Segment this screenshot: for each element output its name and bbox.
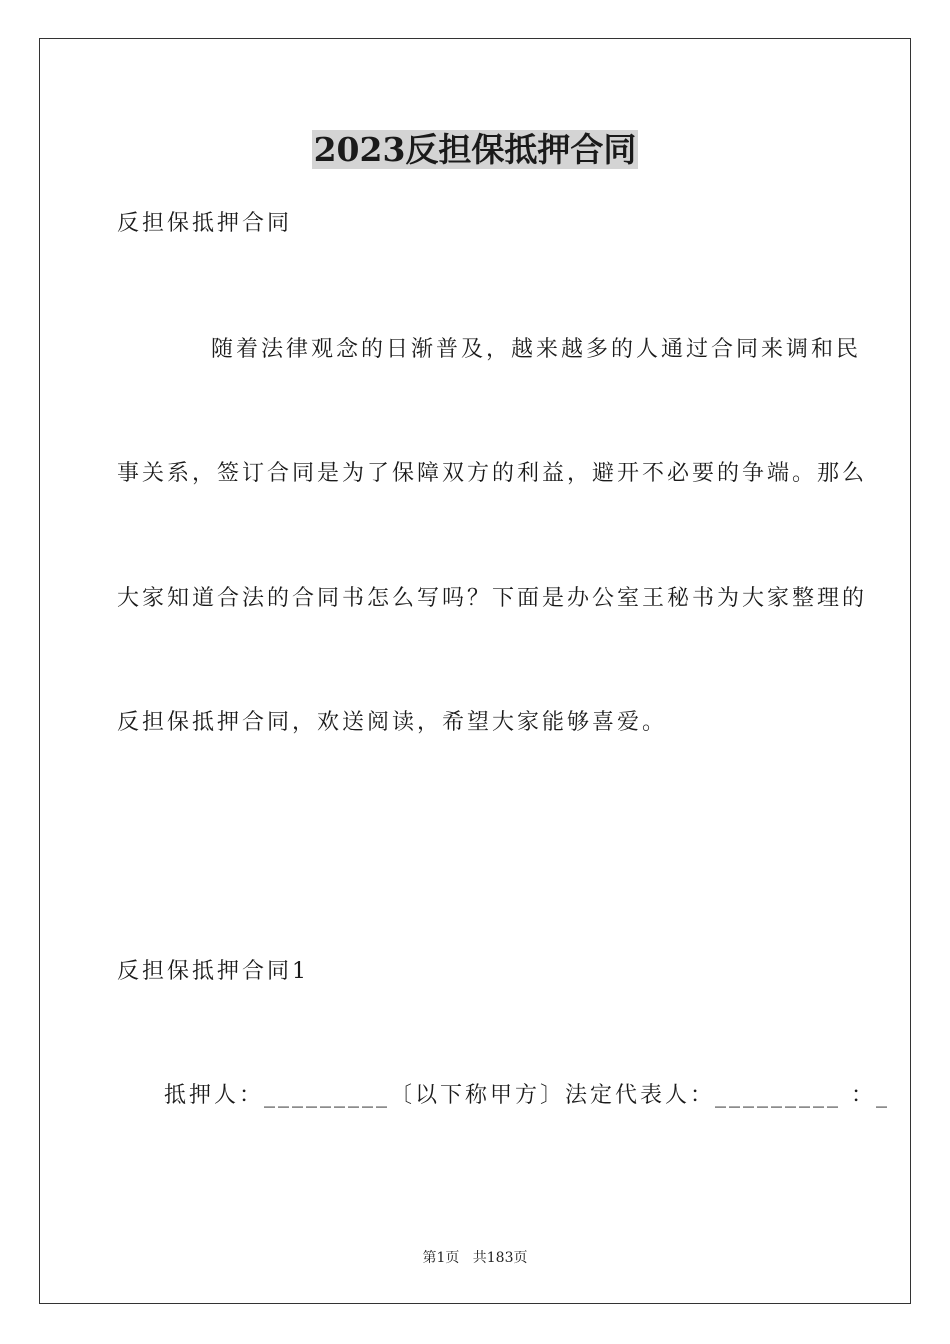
paragraph-line-3: 大家知道合法的合同书怎么写吗？下面是办公室王秘书为大家整理的 — [117, 586, 868, 611]
section-title: 反担保抵押合同1 — [117, 959, 309, 984]
document-title — [0, 128, 950, 172]
paragraph-line-2: 事关系，签订合同是为了保障双方的利益，避开不必要的争端。那么 — [117, 461, 868, 486]
form-line-mortgagor: 抵押人：_________〔以下称甲方〕法定代表人：_________ ：_ — [164, 1083, 890, 1108]
paragraph-line-4: 反担保抵押合同，欢送阅读，希望大家能够喜爱。 — [117, 710, 668, 735]
document-subtitle: 反担保抵押合同 — [117, 211, 293, 236]
document-title-text: 2023反担保抵押合同 — [313, 130, 637, 169]
page-footer: 第1页 共183页 — [422, 1250, 528, 1266]
paragraph-line-1: 随着法律观念的日渐普及，越来越多的人通过合同来调和民 — [211, 337, 862, 362]
